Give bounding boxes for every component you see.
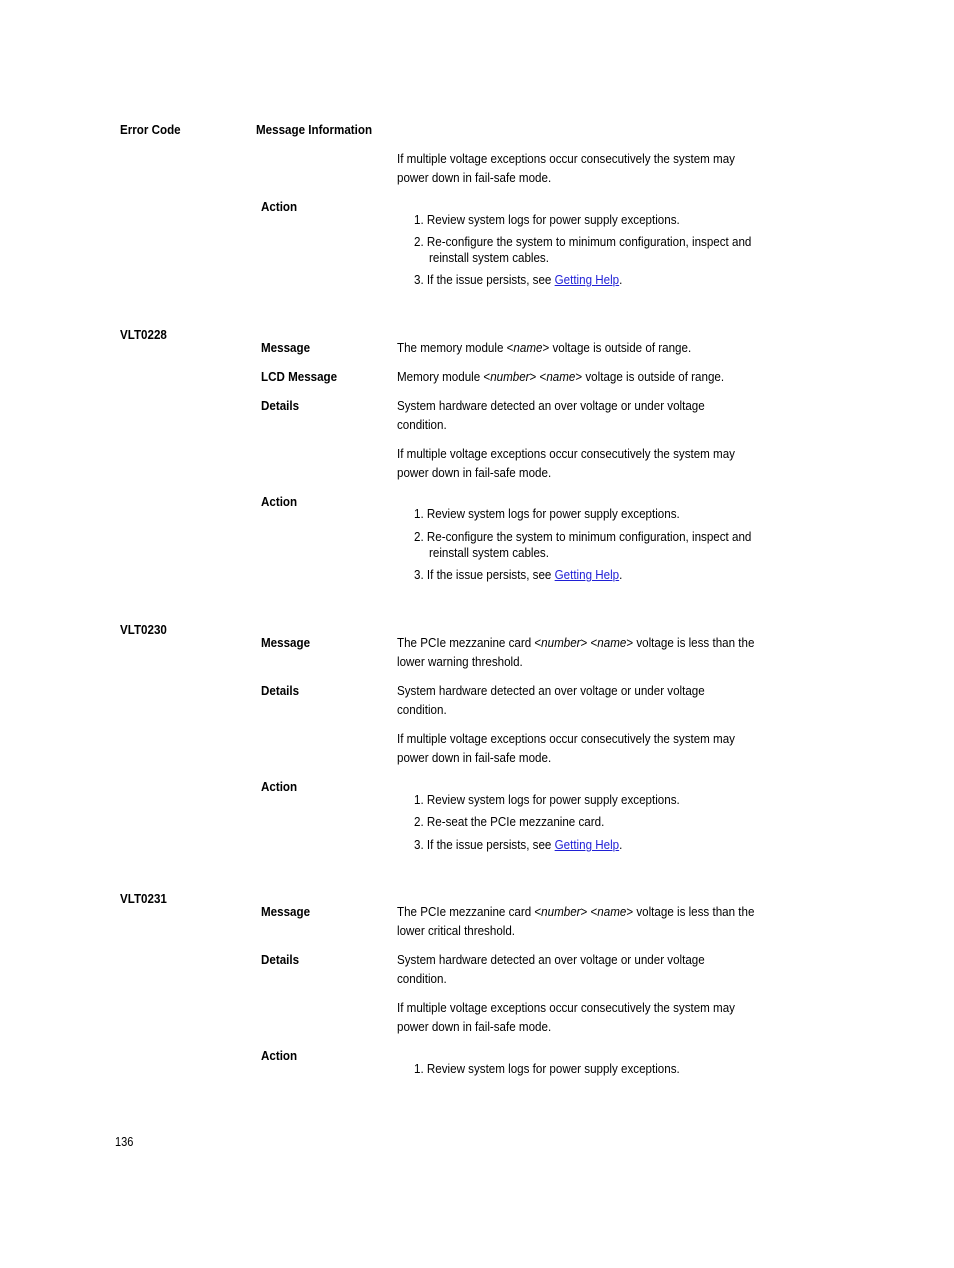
details-text-line3: If multiple voltage exceptions occur consecutively the system may [397,731,735,746]
message-label: Message [261,635,311,650]
details-text-line2: power down in fail-safe mode. [397,170,552,185]
details-text-line3: If multiple voltage exceptions occur consecutively the system may [397,1000,735,1015]
details-text-line4: power down in fail-safe mode. [397,1019,552,1034]
action-label: Action [261,779,298,794]
page-number: 136 [115,1135,134,1149]
action-step-2: 2. Re-configure the system to minimum configuration, inspect and [414,234,752,249]
details-label: Details [261,952,300,967]
action-label: Action [261,1048,298,1063]
details-text-line1: If multiple voltage exceptions occur consecutively the system may [397,151,735,166]
details-text-line2: condition. [397,702,447,717]
details-text-line1: System hardware detected an over voltage or under voltage [397,683,705,698]
details-text-line2: condition. [397,971,447,986]
error-code-vlt0228: VLT0228 [120,327,167,342]
error-code-vlt0231: VLT0231 [120,891,167,906]
details-text-line1: System hardware detected an over voltage or under voltage [397,952,705,967]
message-label: Message [261,340,311,355]
message-text-line2: lower critical threshold. [397,923,516,938]
message-label: Message [261,904,311,919]
message-text-line2: lower warning threshold. [397,654,523,669]
details-text-line2: condition. [397,417,447,432]
action-step-2: 2. Re-configure the system to minimum configuration, inspect and [414,529,752,544]
action-step-3: 3. If the issue persists, see Getting Help. [414,567,623,582]
column-header-error-code: Error Code [120,122,181,137]
details-text-line3: If multiple voltage exceptions occur consecutively the system may [397,446,735,461]
details-label: Details [261,398,300,413]
action-label: Action [261,199,298,214]
action-label: Action [261,494,298,509]
action-step-2: 2. Re-seat the PCIe mezzanine card. [414,814,605,829]
message-text-line1: The PCIe mezzanine card <number> <name> voltage is less than the [397,904,755,919]
details-label: Details [261,683,300,698]
action-step-2-cont: reinstall system cables. [429,250,549,265]
action-step-3: 3. If the issue persists, see Getting Help. [414,837,623,852]
details-text-line1: System hardware detected an over voltage or under voltage [397,398,705,413]
action-step-1: 1. Review system logs for power supply exceptions. [414,792,680,807]
getting-help-link[interactable]: Getting Help [554,272,620,287]
lcd-message-text: Memory module <number> <name> voltage is outside of range. [397,369,725,384]
column-header-message-information: Message Information [256,122,373,137]
action-step-1: 1. Review system logs for power supply exceptions. [414,506,680,521]
action-step-2-cont: reinstall system cables. [429,545,549,560]
getting-help-link[interactable]: Getting Help [554,567,620,582]
action-step-3: 3. If the issue persists, see Getting Help. [414,272,623,287]
getting-help-link[interactable]: Getting Help [554,837,620,852]
message-text-line1: The PCIe mezzanine card <number> <name> voltage is less than the [397,635,755,650]
action-step-1: 1. Review system logs for power supply exceptions. [414,212,680,227]
lcd-message-label: LCD Message [261,369,338,384]
action-step-1: 1. Review system logs for power supply exceptions. [414,1061,680,1076]
details-text-line4: power down in fail-safe mode. [397,465,552,480]
error-code-vlt0230: VLT0230 [120,622,167,637]
message-text: The memory module <name> voltage is outside of range. [397,340,692,355]
details-text-line4: power down in fail-safe mode. [397,750,552,765]
